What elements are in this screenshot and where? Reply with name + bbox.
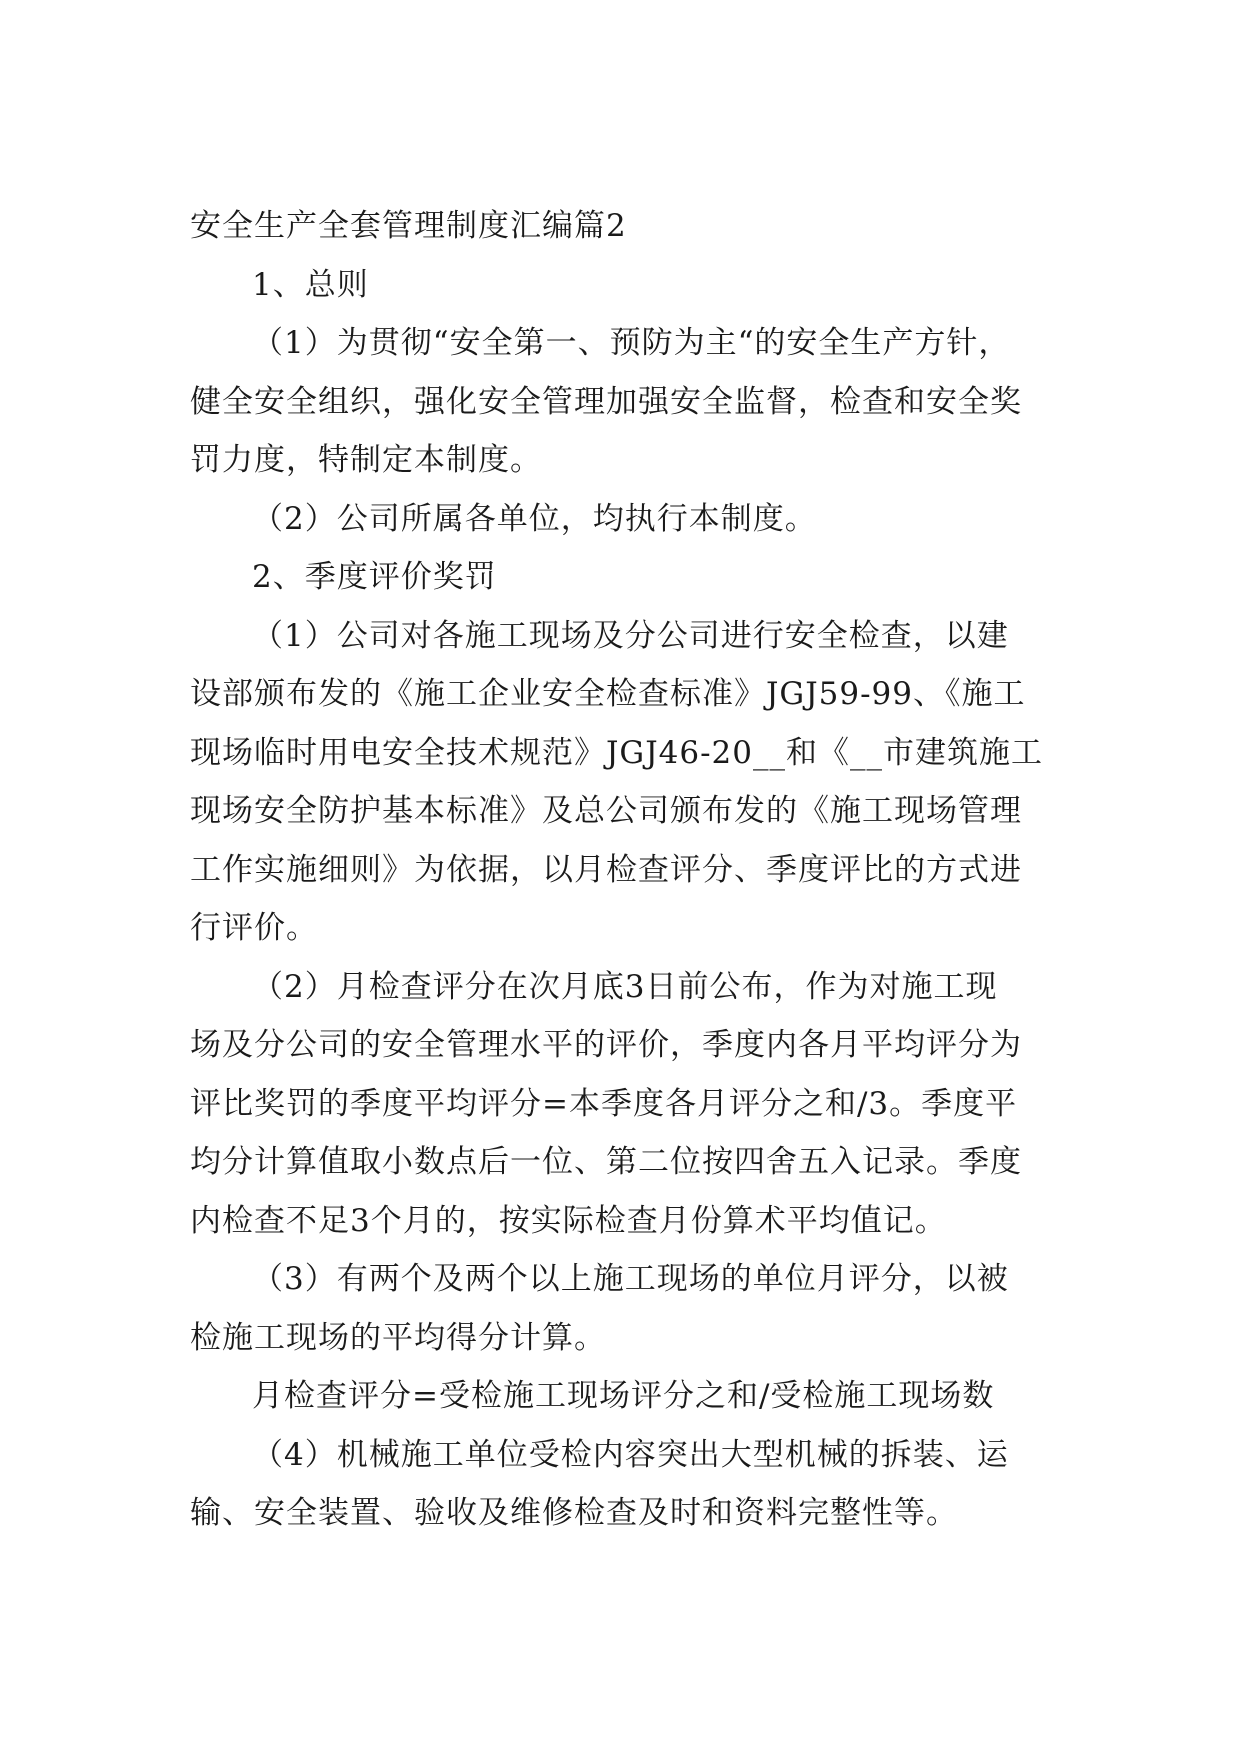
text-line: （1）为贯彻“安全第一、预防为主“的安全生产方针，	[252, 325, 1011, 361]
text-line: 评比奖罚的季度平均评分=本季度各月评分之和/3。季度平	[190, 1085, 1018, 1122]
paragraph-1-1	[190, 314, 1060, 490]
paragraph-2-3	[190, 1250, 1060, 1367]
text-line: 均分计算值取小数点后一位、第二位按四舍五入记录。季度	[190, 1144, 1022, 1180]
text-line: 罚力度，特制定本制度。	[190, 442, 542, 478]
text-line: 检施工现场的平均得分计算。	[190, 1319, 606, 1356]
text-line: 内检查不足3个月的，按实际检查月份算术平均值记。	[190, 1202, 947, 1239]
text-line: （4）机械施工单位受检内容突出大型机械的拆装、运	[252, 1436, 1009, 1473]
paragraph-2-2	[190, 958, 1060, 1251]
text-line: 2、季度评价奖罚	[252, 559, 497, 595]
paragraph-formula	[190, 1367, 1060, 1426]
text-line: 月检查评分=受检施工现场评分之和/受检施工现场数	[252, 1378, 995, 1414]
text-line: 健全安全组织，强化安全管理加强安全监督，检查和安全奖	[190, 383, 1022, 420]
text-line: （3）有两个及两个以上施工现场的单位月评分，以被	[252, 1261, 1009, 1297]
text-line: 设部颁布发的《施工企业安全检查标准》JGJ59-99、《施工	[190, 676, 1026, 712]
text-line: （2）月检查评分在次月底3日前公布，作为对施工现	[252, 968, 998, 1005]
document-body	[190, 197, 1060, 1543]
paragraph-2-4	[190, 1426, 1060, 1543]
paragraph-section-1-heading	[190, 256, 1060, 315]
text-line: （2）公司所属各单位，均执行本制度。	[252, 500, 817, 537]
document-title: 安全生产全套管理制度汇编篇2	[190, 208, 627, 244]
paragraph-section-2-heading	[190, 548, 1060, 607]
text-line: 1、总则	[252, 266, 369, 303]
text-line: 现场临时用电安全技术规范》JGJ46-20__和《__市建筑施工	[190, 734, 1043, 771]
paragraph-1-2	[190, 490, 1060, 549]
text-line: 行评价。	[190, 910, 318, 946]
text-line: 输、安全装置、验收及维修检查及时和资料完整性等。	[190, 1495, 958, 1531]
text-line: （1）公司对各施工现场及分公司进行安全检查，以建	[252, 617, 1009, 654]
text-line: 现场安全防护基本标准》及总公司颁布发的《施工现场管理	[190, 793, 1022, 829]
text-line: 工作实施细则》为依据，以月检查评分、季度评比的方式进	[190, 851, 1022, 888]
text-line: 场及分公司的安全管理水平的评价，季度内各月平均评分为	[190, 1027, 1022, 1063]
paragraph-2-1	[190, 607, 1060, 958]
